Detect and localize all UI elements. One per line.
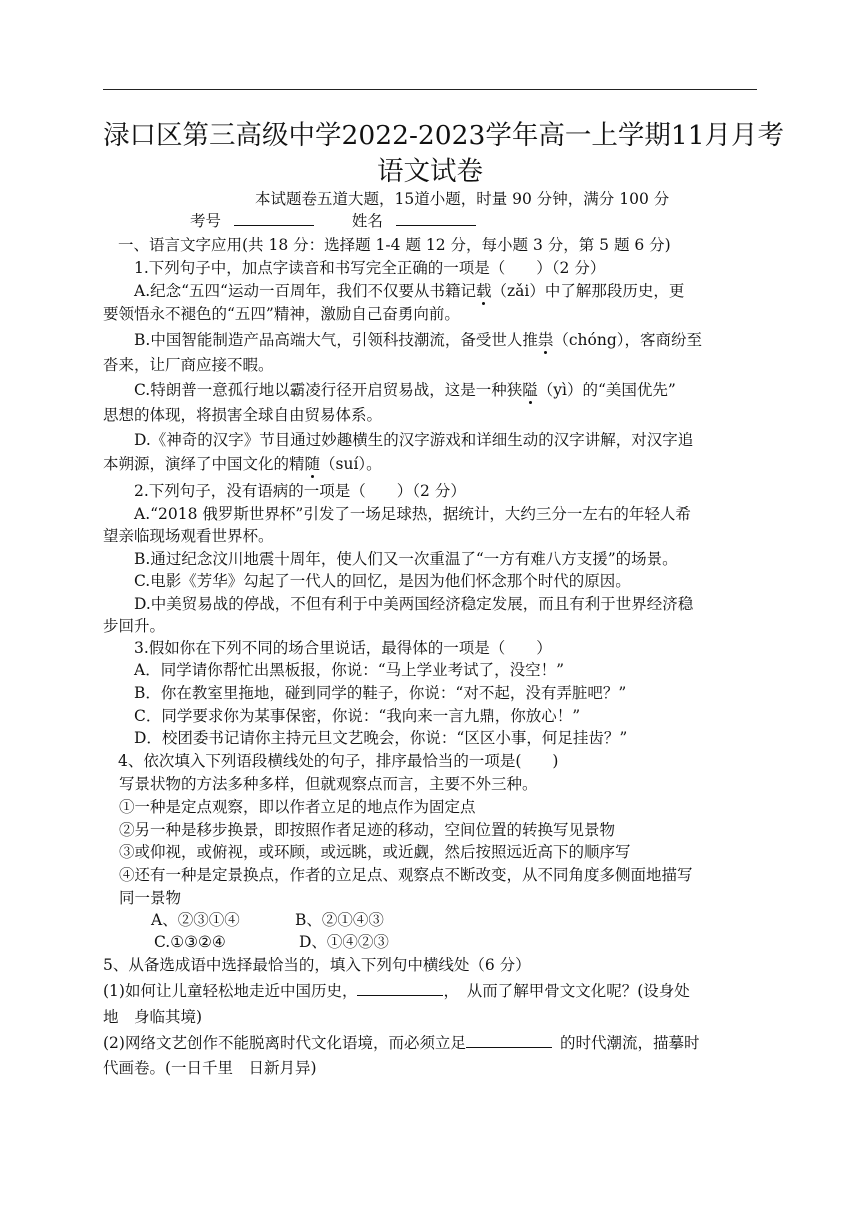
q5-part2-cont: 代画卷。(一日千里 日新月异) — [103, 1059, 317, 1077]
q5-stem: 5、从备选成语中选择最恰当的，填入下列句中横线处（6 分） — [103, 956, 531, 974]
q5-part1-cont: 地 身临其境) — [103, 1008, 203, 1026]
q4-sentence-4-cont: 同一景物 — [119, 889, 182, 907]
exam-no-field[interactable] — [234, 211, 314, 226]
q3-option-c: C．同学要求你为某事保密，你说：“我向来一言九鼎，你放心！” — [134, 707, 581, 725]
name-field[interactable] — [396, 211, 476, 226]
header-rule — [103, 89, 757, 90]
q4-sentence-2: ②另一种是移步换景，即按照作者足迹的移动，空间位置的转换写见景物 — [119, 821, 616, 839]
dotted-char: 随 — [304, 455, 321, 473]
q2-stem: 2.下列句子，没有语病的一项是（ ）（2 分） — [134, 482, 466, 500]
q1-option-c-cont: 思想的体现，将损害全球自由贸易体系。 — [103, 406, 383, 424]
q5-part1-blank[interactable] — [357, 981, 443, 996]
q5-part2-blank[interactable] — [466, 1033, 552, 1048]
q1-option-a: A.纪念“五四“运动一百周年，我们不仅要从书籍记载（zǎi）中了解那段历史，更 — [134, 282, 685, 300]
q1-option-b: B.中国智能制造产品高端大气，引领科技潮流，备受世人推祟（chóng），客商纷至 — [134, 331, 702, 349]
q3-option-b: B．你在教室里拖地，碰到同学的鞋子，你说：“对不起，没有弄脏吧？” — [134, 684, 627, 702]
exam-title: 渌口区第三高级中学2022-2023学年高一上学期11月月考 — [103, 120, 785, 151]
q2-option-d-cont: 步回升。 — [103, 617, 166, 635]
q1-option-d: D.《神奇的汉字》节目通过妙趣横生的汉字游戏和详细生动的汉字讲解，对汉字追 — [134, 431, 694, 449]
q4-stem: 4、依次填入下列语段横线处的句子，排序最恰当的一项是( ) — [118, 752, 559, 770]
q2-option-d: D.中美贸易战的停战，不但有利于中美两国经济稳定发展，而且有利于世界经济稳 — [134, 595, 694, 613]
q3-option-a: A．同学请你帮忙出黑板报，你说：“马上学业考试了，没空！” — [134, 661, 565, 679]
q1-option-b-cont: 沓来，让厂商应接不暇。 — [103, 356, 274, 374]
q4-option-a: A、②③①④ — [151, 911, 240, 929]
q2-option-b: B.通过纪念汶川地震十周年，使人们又一次重温了“一方有难八方支援”的场景。 — [134, 550, 678, 568]
dotted-char: 祟 — [537, 331, 554, 349]
q4-sentence-4: ④还有一种是定景换点，作者的立足点、观察点不断改变，从不同角度多侧面地描写 — [119, 866, 693, 884]
candidate-fields — [190, 211, 590, 231]
q1-option-d-cont: 本朔源，演绎了中国文化的精随（suí）。 — [103, 455, 382, 473]
q1-option-c: C.特朗普一意孤行地以霸凌行径开启贸易战，这是一种狭隘（yì）的“美国优先” — [134, 381, 676, 399]
q2-option-c: C.电影《芳华》勾起了一代人的回忆，是因为他们怀念那个时代的原因。 — [134, 572, 631, 590]
q4-option-b: B、②①④③ — [295, 911, 384, 929]
dotted-char: 载 — [475, 282, 492, 300]
q4-intro: 写景状物的方法多种多样，但就观察点而言，主要不外三种。 — [119, 775, 538, 793]
q4-option-c: C.①③②④ — [154, 933, 226, 951]
section1-heading: 一、语言文字应用(共 18 分：选择题 1-4 题 12 分，每小题 3 分，第 5 题 6 分) — [118, 236, 671, 254]
q4-sentence-1: ①一种是定点观察，即以作者立足的地点作为固定点 — [119, 798, 476, 816]
q3-option-d: D．校团委书记请你主持元旦文艺晚会，你说：“区区小事，何足挂齿？” — [134, 729, 628, 747]
q2-option-a-cont: 望亲临现场观看世界杯。 — [103, 527, 274, 545]
q3-stem: 3.假如你在下列不同的场合里说话，最得体的一项是（ ） — [134, 639, 552, 657]
name-label: 姓名 — [351, 212, 383, 230]
q1-option-a-cont: 要领悟永不褪色的“五四”精神，激励自己奋勇向前。 — [103, 305, 460, 323]
q2-option-a: A.“2018 俄罗斯世界杯”引发了一场足球热，据统计，大约三分一左右的年轻人希 — [134, 505, 691, 523]
dotted-char: 隘 — [522, 381, 538, 399]
exam-subtitle: 语文试卷 — [377, 156, 483, 187]
q1-stem: 1.下列句子中，加点字读音和书写完全正确的一项是（ ）（2 分） — [134, 259, 606, 277]
q4-sentence-3: ③或仰视，或俯视，或环顾，或远眺，或近觑，然后按照远近高下的顺序写 — [119, 843, 631, 861]
q5-part2: (2)网络文艺创作不能脱离时代文化语境，而必须立足 的时代潮流，描摹时 — [103, 1034, 700, 1052]
q5-part1: (1)如何让儿童轻松地走近中国历史， ， 从而了解甲骨文文化呢？(设身处 — [103, 982, 690, 1000]
q4-option-d: D、①④②③ — [299, 933, 389, 951]
exam-no-label: 考号 — [190, 212, 222, 230]
exam-info: 本试题卷五道大题，15道小题，时量 90 分钟，满分 100 分 — [255, 190, 670, 208]
